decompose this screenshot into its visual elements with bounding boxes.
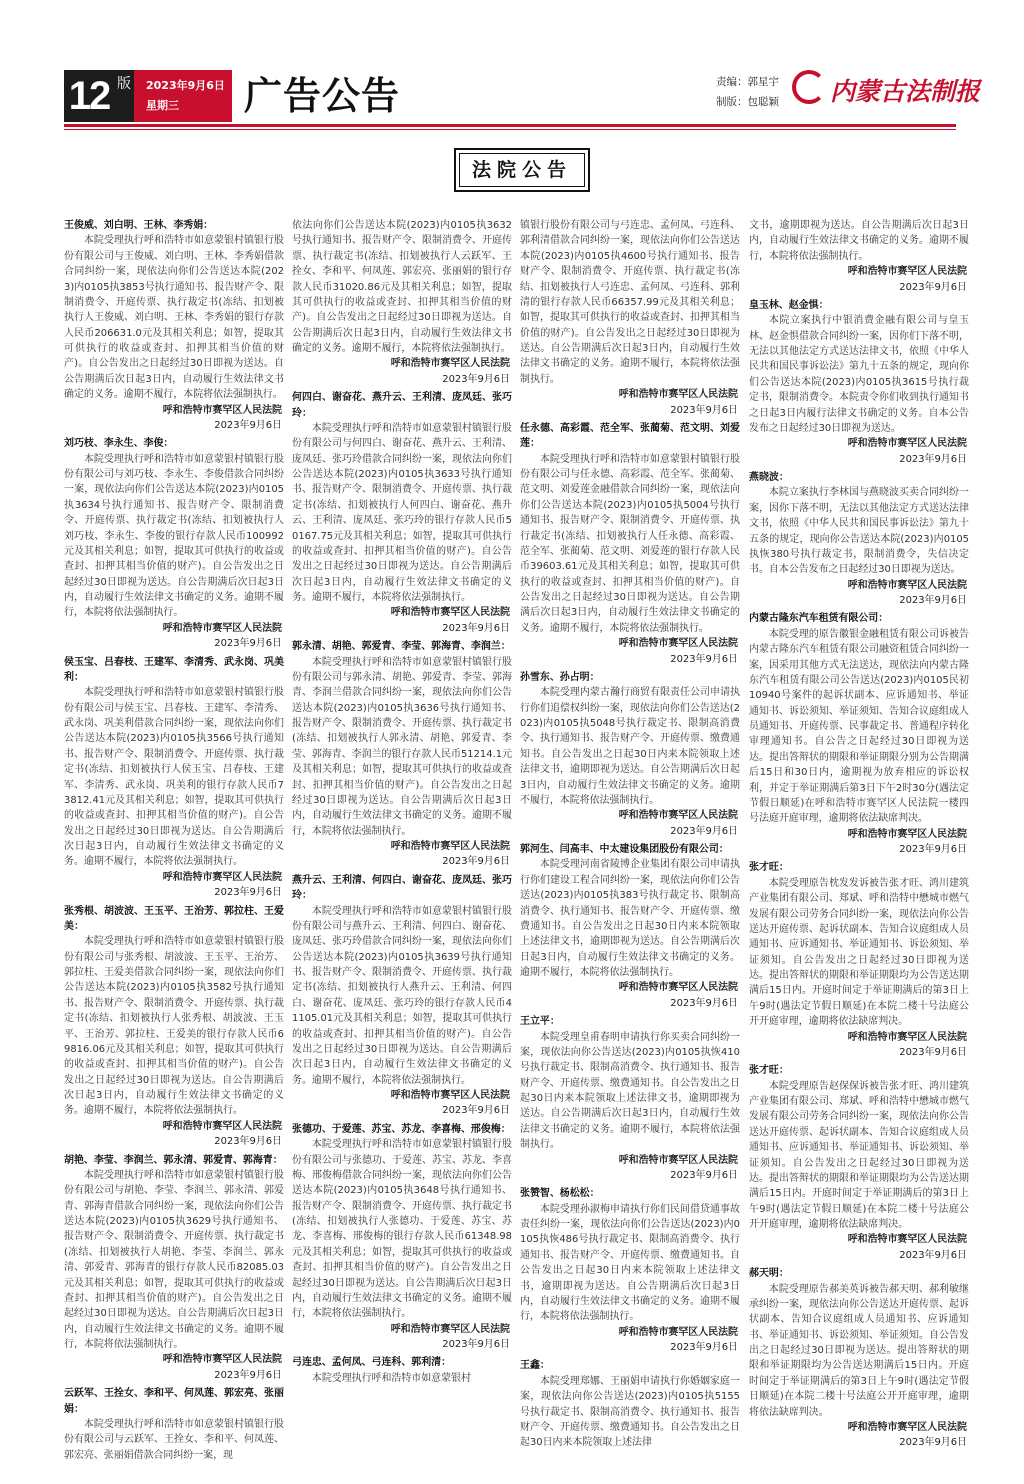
notice-date: 2023年9月6日	[214, 419, 282, 431]
section-banner	[454, 148, 590, 192]
notice-recipient: 云跃军、王拴女、李和平、何凤莲、郭宏亮、张丽娟：	[64, 1388, 284, 1415]
court-notice	[64, 436, 284, 651]
court-notice	[520, 842, 740, 1011]
column-4	[749, 218, 969, 1454]
notice-date: 2023年9月6日	[899, 1046, 967, 1058]
notice-body: 本院受理执行呼和浩特市如意蒙银村镇银行股份有限公司与何四白、谢奋花、燕升云、王利清、庞凤廷、张巧玲借款合同纠纷一案，现依法向你们公告送达本院(2023)内0105执3633号执行通知书、报告财产令、限制消费令、开庭传票、执行裁定书(冻结、扣划被执行人何四白、谢奋花、燕升云、王利清、庞凤廷、张巧玲的银行存款人民币50167.75元及其相关利息；如智，提取其可供执行的收益或查封、扣押其相当价值的财产)。自公告发出之日起经过30日即视为送达。自公告期满后次日起3日内，自动履行生效法律文书确定的义务。逾期不履行，本院将依法强制执行。	[292, 422, 512, 603]
court-signature: 呼和浩特市赛罕区人民法院	[847, 828, 967, 840]
notice-body: 本院受理孙淑梅申请执行你们民间借贷通事故责任纠纷一案，现依法向你们公告送达(2023)内0105执恢486号执行裁定书、限制高消费令、执行通知书、报告财产令、开庭传票、缴费通知书。自公告发出之日起30日内来本院领取上述法律文书，逾期即视为送达。自公告期满后次日起3日内，自动履行生效法律文书确定的义务。逾期不履行，本院将依法强制执行。	[520, 1203, 740, 1323]
court-signature: 呼和浩特市赛罕区人民法院	[162, 871, 282, 883]
court-notice	[292, 1122, 512, 1353]
notice-date: 2023年9月6日	[899, 844, 967, 855]
newspaper-name: 内蒙古法制报	[830, 77, 981, 106]
editor-credits	[716, 72, 779, 112]
court-notice	[520, 1186, 740, 1355]
court-signature: 呼和浩特市赛罕区人民法院	[162, 622, 282, 634]
page-label: 版	[114, 70, 134, 122]
notice-date: 2023年9月6日	[442, 1339, 510, 1350]
notice-recipient: 张德功、于爱莲、苏宝、苏龙、李喜梅、邢俊梅：	[292, 1123, 511, 1135]
notice-recipient: 内蒙古隆东汽车租赁有限公司：	[749, 613, 889, 625]
notice-continued	[520, 218, 740, 418]
notice-body: 本院受理执行呼和浩特市如意蒙银村	[311, 1372, 471, 1384]
court-signature: 呼和浩特市赛罕区人民法院	[162, 404, 282, 416]
notice-body: 本院受理原告枕发发诉被告张才旺、鸿川建筑产业集团有限公司、郑斌、呼和浩特中懋城市燃气发展有限公司劳务合同纠纷一案，现依法向你公告送达开庭传票、起诉状副本、告知合议庭组成人员通知书、应诉通知书、举证通知书、诉讼须知、举证须知。自公告发出之日起经过30日即视为送达。提出答辩状的期限和举证期限均为公告送达期满后15日内。开庭时间定于举证期满后的第3日上午9时(遇法定节假日顺延)在本院二楼十号法庭公开开庭审理，逾期将依法缺席判决。	[749, 877, 969, 1028]
court-signature: 呼和浩特市赛罕区人民法院	[847, 579, 967, 591]
court-notice	[520, 421, 740, 667]
notice-date: 2023年9月6日	[214, 638, 282, 650]
notice-date: 2023年9月6日	[670, 1342, 738, 1353]
court-signature: 呼和浩特市赛罕区人民法院	[162, 1120, 282, 1132]
court-signature: 呼和浩特市赛罕区人民法院	[390, 841, 510, 852]
header-rule-thin	[64, 129, 956, 130]
notice-recipient: 何四白、谢奋花、燕升云、王利清、庞凤廷、张巧玲：	[292, 392, 512, 419]
notice-body-continued: 依法向你们公告送达本院(2023)内0105执3632号执行通知书、报告财产令、限制消费令、开庭传票、执行裁定书(冻结、扣划被执行人云跃军、王拴女、李和平、何凤莲、郭宏亮、张丽娟的银行存款人民币31020.86元及其相关利息；如智，提取其可供执行的收益或查封、扣押其相当价值的财产)。自公告发出之日起经过30日即视为送达。自公告期满后次日起3日内，自动履行生效法律文书确定的义务。逾期不履行，本院将依法强制执行。	[292, 220, 512, 354]
notice-date: 2023年9月6日	[670, 653, 738, 665]
notice-date: 2023年9月6日	[899, 281, 967, 293]
notice-body: 本院受理的原告徽银金融租赁有限公司诉被告内蒙古隆东汽车租赁有限公司融资租赁合同纠纷一案，因采用其他方式无法送达，现依法向内蒙古隆东汽车租赁有限公司公告送达(2023)内0105民初10940号案件的起诉状副本、应诉通知书、举证通知书、诉讼须知、举证须知、告知合议庭组成人员通知书、开庭传票、民事裁定书、普通程序转化审理通知书。自公告之日起经过30日即视为送达。提出答辩状的期限和举证期限分别为公告期满后15日和30日内，逾期视为放弃相应的诉讼权利，并定于举证期满后第3日下午2时30分(遇法定节假日顺延)在呼和浩特市赛罕区人民法院一楼四号法庭开庭审理，逾期将依法缺席判决。	[749, 628, 969, 825]
notice-recipient: 孙雪东、孙占明：	[520, 671, 600, 683]
court-signature: 呼和浩特市赛罕区人民法院	[618, 810, 738, 822]
notice-recipient: 张才旺：	[749, 862, 789, 874]
notice-date: 2023年9月6日	[899, 1437, 967, 1449]
notice-body: 本院受理执行呼和浩特市如意蒙银村镇银行股份有限公司与刘巧枝、李永生、李俊借款合同纠纷一案，现依法向你们公告送达本院(2023)内0105执3634号执行通知书、报告财产令、限制消费令、开庭传票、执行裁定书(冻结、扣划被执行人刘巧枝、李永生、李俊的银行存款人民币100992元及其相关利息；如智，提取其可供执行的收益或查封、扣押其相当价值的财产)。自公告发出之日起经过30日即视为送达。自公告期满后次日起3日内，自动履行生效法律文书确定的义务。逾期不履行，本院将依法强制执行。	[64, 453, 284, 619]
notice-recipient: 张赞智、杨松松：	[520, 1188, 600, 1200]
court-signature: 呼和浩特市赛罕区人民法院	[618, 982, 738, 994]
notice-recipient: 郝天明：	[749, 1268, 789, 1280]
court-notice	[64, 1153, 284, 1384]
notice-body: 本院受理执行呼和浩特市如意蒙银村镇银行股份有限公司与张德功、于爱莲、苏宝、苏龙、李喜梅、邢俊梅借款合同纠纷一案，现依法向你们公告送达本院(2023)内0105执3648号执行通知书、报告财产令、限制消费令、开庭传票、执行裁定书(冻结、扣划被执行人张德功、于爱莲、苏宝、苏龙、李喜梅、邢俊梅的银行存款人民币61348.98元及其相关利息；如智，提取其可供执行的收益或查封、扣押其相当价值的财产)。自公告发出之日起经过30日即视为送达。自公告期满后次日起3日内，自动履行生效法律文书确定的义务。逾期不履行，本院将依法强制执行。	[292, 1139, 512, 1320]
notice-body: 本院受理执行呼和浩特市如意蒙银村镇银行股份有限公司与云跃军、王拴女、李和平、何凤莲、郭宏亮、张丽娟借款合同纠纷一案，现	[64, 1418, 284, 1461]
notice-date: 2023年9月6日	[899, 595, 967, 606]
notice-body: 本院受理执行呼和浩特市如意蒙银村镇银行股份有限公司与燕升云、王利清、何四白、谢奋花、庞凤廷、张巧玲借款合同纠纷一案，现依法向你们公告送达本院(2023)内0105执3639号执行通知书、报告财产令、限制消费令、开庭传票、执行裁定书(冻结、扣划被执行人燕升云、王利清、何四白、谢奋花、庞凤廷、张巧玲的银行存款人民币41105.01元及其相关利息；如智，提取其可供执行的收益或查封、扣押其相当价值的财产)。自公告发出之日起经过30日即视为送达。自公告期满后次日起3日内，自动履行生效法律文书确定的义务。逾期不履行，本院将依法强制执行。	[292, 905, 512, 1086]
editor: 责编：郭星宇	[716, 76, 779, 88]
column-1	[64, 218, 284, 1466]
notice-recipient: 郭永清、胡艳、郭爱青、李莹、郭海青、李润兰：	[292, 641, 511, 653]
court-notice	[64, 904, 284, 1150]
header-rule	[64, 124, 956, 127]
notice-body: 本院受理内蒙古瀚行商贸有限责任公司申请执行你们追偿权纠纷一案，现依法向你们公告送达(2023)内0105执5048号执行裁定书、限制高消费令、执行通知书、报告财产令、开庭传票、缴费通知书。自公告发出之日起30日内来本院领取上述法律文书，逾期即视为送达。自公告期满后次日起3日内，自动履行生效法律文书确定的义务。逾期不履行，本院将依法强制执行。	[520, 687, 740, 806]
notice-date: 2023年9月6日	[214, 1136, 282, 1148]
newspaper-logo	[792, 68, 981, 108]
court-signature: 呼和浩特市赛罕区人民法院	[618, 1326, 738, 1338]
notice-body: 本院受理执行呼和浩特市如意蒙银村镇银行股份有限公司与侯玉宝、吕春枝、王建军、李清秀、武永岗、巩美利借款合同纠纷一案，现依法向你们公告送达本院(2023)内0105执3566号执行通知书、报告财产令、限制消费令、开庭传票、执行裁定书(冻结、扣划被执行人侯玉宝、吕春枝、王建军、李清秀、武永岗、巩美利的银行存款人民币73812.41元及其相关利息；如智，提取其可供执行的收益或查封、扣押其相当价值的财产)。自公告发出之日起经过30日即视为送达。自公告期满后次日起3日内，自动履行生效法律文书确定的义务。逾期不履行，本院将依法强制执行。	[64, 687, 284, 868]
notice-body: 本院立案执行李林国与燕晓波买卖合同纠纷一案，因你下落不明，无法以其他法定方式送达法律文书，依照《中华人民共和国民事诉讼法》第九十五条的规定，现向你公告送达本院(2023)内0105执恢380号执行裁定书，限制消费令，失信决定书。自本公告发布之日起经过30日即视为送达。	[749, 487, 969, 576]
page-number: 12	[64, 70, 114, 122]
court-notice	[749, 1266, 969, 1451]
notice-body: 本院受理执行呼和浩特市如意蒙银村镇银行股份有限公司与张秀根、胡波波、王玉平、王治芳、郭拉柱、王爱美借款合同纠纷一案，现依法向你们公告送达本院(2023)内0105执3582号执行通知书、报告财产令、限制消费令、开庭传票、执行裁定书(冻结、扣划被执行人张秀根、胡波波、王玉平、王治芳、郭拉柱、王爱美的银行存款人民币69816.06元及其相关利息；如智，提取其可供执行的收益或查封、扣押其相当价值的财产)。自公告发出之日起经过30日即视为送达。自公告期满后次日起3日内，自动履行生效法律文书确定的义务。逾期不履行，本院将依法强制执行。	[64, 936, 284, 1117]
notice-body: 本院受理执行呼和浩特市如意蒙银村镇银行股份有限公司与胡艳、李莹、李润兰、郭永清、郭爱青、郭海青借款合同纠纷一案，现依法向你们公告送达本院(2023)内0105执3629号执行通知书、报告财产令、限制消费令、开庭传票、执行裁定书(冻结、扣划被执行人胡艳、李莹、李润兰、郭永清、郭爱青、郭海青的银行存款人民币82085.03元及其相关利息；如智，提取其可供执行的收益或查封、扣押其相当价值的财产)。自公告发出之日起经过30日即视为送达。自公告期满后次日起3日内，自动履行生效法律文书确定的义务。逾期不履行，本院将依法强制执行。	[64, 1169, 284, 1350]
logo-emblem-icon	[792, 70, 826, 104]
notice-date: 2023年9月6日	[442, 856, 510, 868]
court-signature: 呼和浩特市赛罕区人民法院	[618, 638, 738, 650]
notice-body: 本院受理原告赵保保诉被告张才旺、鸿川建筑产业集团有限公司、郑斌、呼和浩特中懋城市燃气发展有限公司劳务合同纠纷一案，现依法向你公告送达开庭传票、起诉状副本、告知合议庭组成人员通知书、应诉通知书、举证通知书、诉讼须知、举证须知。自公告发出之日起经过30日即视为送达。提出答辩状的期限和举证期限均为公告送达期满后15日内。开庭时间定于举证期满后的第3日上午9时(遇法定节假日顺延)在本院二楼十号法庭公开开庭审理，逾期将依法缺席判决。	[749, 1080, 969, 1230]
court-notice	[749, 860, 969, 1060]
notice-date: 2023年9月6日	[214, 887, 282, 899]
court-notice	[292, 1355, 512, 1386]
notice-body-continued: 镇银行股份有限公司与弓连忠、孟何凤、弓连科、郭利清借款合同纠纷一案，现依法向你们公告送达本院(2023)内0105执4600号执行通知书、报告财产令、限制消费令、开庭传票、执行裁定书(冻结、扣划被执行人弓连忠、孟何凤、弓连科、郭利清的银行存款人民币66357.99元及其相关利息；如智，提取其可供执行的收益或查封、扣押其相当价值的财产)。自公告发出之日起经过30日即视为送达。自公告期满后次日起3日内，自动履行生效法律文书确定的义务。逾期不履行，本院将依法强制执行。	[520, 220, 740, 385]
court-signature: 呼和浩特市赛罕区人民法院	[618, 1154, 738, 1166]
page-header	[0, 0, 1024, 150]
notice-body: 本院受理执行呼和浩特市如意蒙银村镇银行股份有限公司与郭永清、胡艳、郭爱青、李莹、郭海青、李润兰借款合同纠纷一案，现依法向你们公告送达本院(2023)内0105执3636号执行通知书、报告财产令、限制消费令、开庭传票、执行裁定书(冻结、扣划被执行人郭永清、胡艳、郭爱青、李莹、郭海青、李润兰的银行存款人民币51214.1元及其相关利息；如智，提取其可供执行的收益或查封、扣押其相当价值的财产)。自公告发出之日起经过30日即视为送达。自公告期满后次日起3日内，自动履行生效法律文书确定的义务。逾期不履行，本院将依法强制执行。	[292, 656, 512, 837]
notice-recipient: 燕晓波：	[749, 472, 789, 483]
notice-date: 2023年9月6日	[670, 825, 738, 837]
notice-body: 本院受理郑娜、王丽娟申请执行你婚姻家庭一案，现依法向你公告送达(2023)内0105执5155号执行裁定书、限制高消费令、执行通知书、报告财产令、开庭传票、缴费通知书。自公告发出之日起30日内来本院领取上述法律	[520, 1375, 740, 1449]
court-signature: 呼和浩特市赛罕区人民法院	[390, 1323, 510, 1335]
notice-recipient: 任永德、高彩霞、范全军、张蔺菊、范文明、刘爱莲：	[520, 422, 740, 450]
court-signature: 呼和浩特市赛罕区人民法院	[618, 389, 738, 401]
court-signature: 呼和浩特市赛罕区人民法院	[390, 358, 510, 370]
section-title: 广告公告	[244, 74, 401, 118]
producer: 制版：包聪颖	[716, 96, 779, 108]
court-notice	[520, 1014, 740, 1183]
notice-recipient: 刘巧枝、李永生、李俊：	[64, 438, 174, 450]
court-notice	[749, 470, 969, 608]
notice-recipient: 皇玉林、赵金惧：	[749, 299, 829, 311]
issue-date: 2023年9月6日	[146, 79, 225, 92]
court-notice	[749, 611, 969, 857]
notice-recipient: 侯玉宝、吕春枝、王建军、李清秀、武永岗、巩美利：	[64, 656, 284, 683]
court-signature: 呼和浩特市赛罕区人民法院	[847, 266, 967, 278]
column-3	[520, 218, 740, 1454]
notice-recipient: 燕升云、王利清、何四白、谢奋花、庞凤廷、张巧玲：	[292, 874, 512, 902]
notice-body: 本院受理河南省陵博企业集团有限公司申请执行你们建设工程合同纠纷一案，现依法向你们公告送达(2023)内0105执383号执行裁定书、限制高消费令、执行通知书、报告财产令、开庭传票、缴费通知书。自公告发出之日起30日内来本院领取上述法律文书，逾期即视为送达。自公告期满后次日起3日内，自动履行生效法律文书确定的义务。逾期不履行，本院将依法强制执行。	[520, 859, 740, 978]
issue-weekday: 星期三	[146, 99, 179, 112]
banner-label: 法院公告	[471, 159, 572, 181]
court-signature: 呼和浩特市赛罕区人民法院	[162, 1354, 282, 1366]
notice-recipient: 胡艳、李莹、李润兰、郭永清、郭爱青、郭海青：	[64, 1154, 283, 1166]
court-notice	[749, 1063, 969, 1263]
court-notice	[520, 670, 740, 839]
notice-date: 2023年9月6日	[670, 1169, 738, 1181]
court-notice	[292, 390, 512, 636]
notice-recipient: 弓连忠、孟何凤、弓连科、郭利清：	[292, 1357, 452, 1369]
notice-continued	[292, 218, 512, 387]
court-signature: 呼和浩特市赛罕区人民法院	[847, 1031, 967, 1043]
notice-recipient: 王鑫：	[520, 1360, 550, 1372]
notice-recipient: 郭河生、闫高丰、中太建设集团股份有限公司：	[520, 844, 729, 855]
notice-recipient: 张秀根、胡波波、王玉平、王治芳、郭拉柱、王爱美：	[64, 905, 284, 932]
notice-body: 本院受理皇甫春明申请执行你买卖合同纠纷一案，现依法向你公告送达(2023)内0105执恢410号执行裁定书、限制高消费令、执行通知书、报告财产令、开庭传票、缴费通知书。自公告发出之日起30日内来本院领取上述法律文书，逾期即视为送达。自公告期满后次日起3日内，自动履行生效法律文书确定的义务。逾期不履行，本院将依法强制执行。	[520, 1031, 740, 1151]
issue-date-block	[134, 70, 232, 122]
court-notice	[64, 1386, 284, 1463]
notice-body-continued: 文书，逾期即视为送达。自公告期满后次日起3日内，自动履行生效法律文书确定的义务。逾期不履行，本院将依法强制执行。	[749, 220, 969, 262]
notice-date: 2023年9月6日	[899, 1249, 967, 1261]
court-notice	[64, 218, 284, 433]
notice-recipient: 张才旺：	[749, 1065, 789, 1077]
court-signature: 呼和浩特市赛罕区人民法院	[847, 1421, 967, 1433]
notice-date: 2023年9月6日	[899, 453, 967, 465]
notice-date: 2023年9月6日	[442, 373, 510, 385]
court-notice	[64, 655, 284, 901]
court-signature: 呼和浩特市赛罕区人民法院	[847, 438, 967, 450]
notice-continued	[749, 218, 969, 295]
notice-body: 本院立案执行中银消费金融有限公司与皇玉林、赵金惧借款合同纠纷一案，因你们下落不明，无法以其他法定方式送达法律文书，依照《中华人民共和国民事诉讼法》第九十五条的规定，现向你们公告送达本院(2023)内0105执3615号执行裁定书，限制消费令。本院责令你们收到执行通知书之日起3日内履行法律文书确定的义务。自本公告发布之日起经过30日即视为送达。	[749, 315, 969, 434]
notice-recipient: 王俊威、刘白明、王林、李秀娟：	[64, 220, 214, 231]
notice-recipient: 王立平：	[520, 1016, 560, 1028]
notice-body: 本院受理执行呼和浩特市如意蒙银村镇银行股份有限公司与王俊威、刘白明、王林、李秀娟借款合同纠纷一案，现依法向你们公告送达本院(2023)内0105执3853号执行通知书、报告财产令、限制消费令、开庭传票、执行裁定书(冻结、扣划被执行人王俊威、刘白明、王林、李秀娟的银行存款人民币206631.0元及其相关利息；如智，提取其可供执行的收益或查封、扣押其相当价值的财产)。自公告发出之日起经过30日即视为送达。自公告期满后次日起3日内，自动履行生效法律文书确定的义务。逾期不履行，本院将依法强制执行。	[64, 235, 284, 401]
notice-date: 2023年9月6日	[670, 997, 738, 1009]
court-signature: 呼和浩特市赛罕区人民法院	[847, 1234, 967, 1246]
notice-date: 2023年9月6日	[442, 622, 510, 634]
court-signature: 呼和浩特市赛罕区人民法院	[390, 607, 510, 619]
notice-date: 2023年9月6日	[442, 1105, 510, 1117]
court-signature: 呼和浩特市赛罕区人民法院	[390, 1090, 510, 1101]
notice-body: 本院受理执行呼和浩特市如意蒙银村镇银行股份有限公司与任永德、高彩霞、范全军、张蔺菊、范文明、刘爱莲金融借款合同纠纷一案，现依法向你们公告送达本院(2023)内0105执5004号执行通知书、报告财产令、限制消费令、开庭传票、执行裁定书(冻结、扣划被执行人任永德、高彩霞、范全军、张蔺菊、范文明、刘爱莲的银行存款人民币39603.61元及其相关利息；如智，提取其可供执行的收益或查封、扣押其相当价值的财产)。自公告发出之日起经过30日即视为送达。自公告期满后次日起3日内，自动履行生效法律文书确定的义务。逾期不履行，本院将依法强制执行。	[520, 453, 740, 634]
notice-body: 本院受理原告郝美英诉被告郝天明、郝利敏继承纠纷一案，现依法向你公告送达开庭传票、起诉状副本、告知合议庭组成人员通知书、应诉通知书、举证通知书、诉讼须知、举证须知。自公告发出之日起经过30日即视为送达。提出答辩状的期限和举证期限均为公告送达期满后15日内。开庭时间定于举证期满后的第3日上午9时(遇法定节假日顺延)在本院二楼十号法庭公开开庭审理，逾期将依法缺席判决。	[749, 1283, 969, 1418]
notice-date: 2023年9月6日	[670, 404, 738, 416]
court-notice	[292, 639, 512, 870]
column-2	[292, 218, 512, 1389]
court-notice	[292, 873, 512, 1119]
court-notice	[520, 1358, 740, 1450]
court-notice	[749, 298, 969, 467]
notice-date: 2023年9月6日	[214, 1369, 282, 1381]
